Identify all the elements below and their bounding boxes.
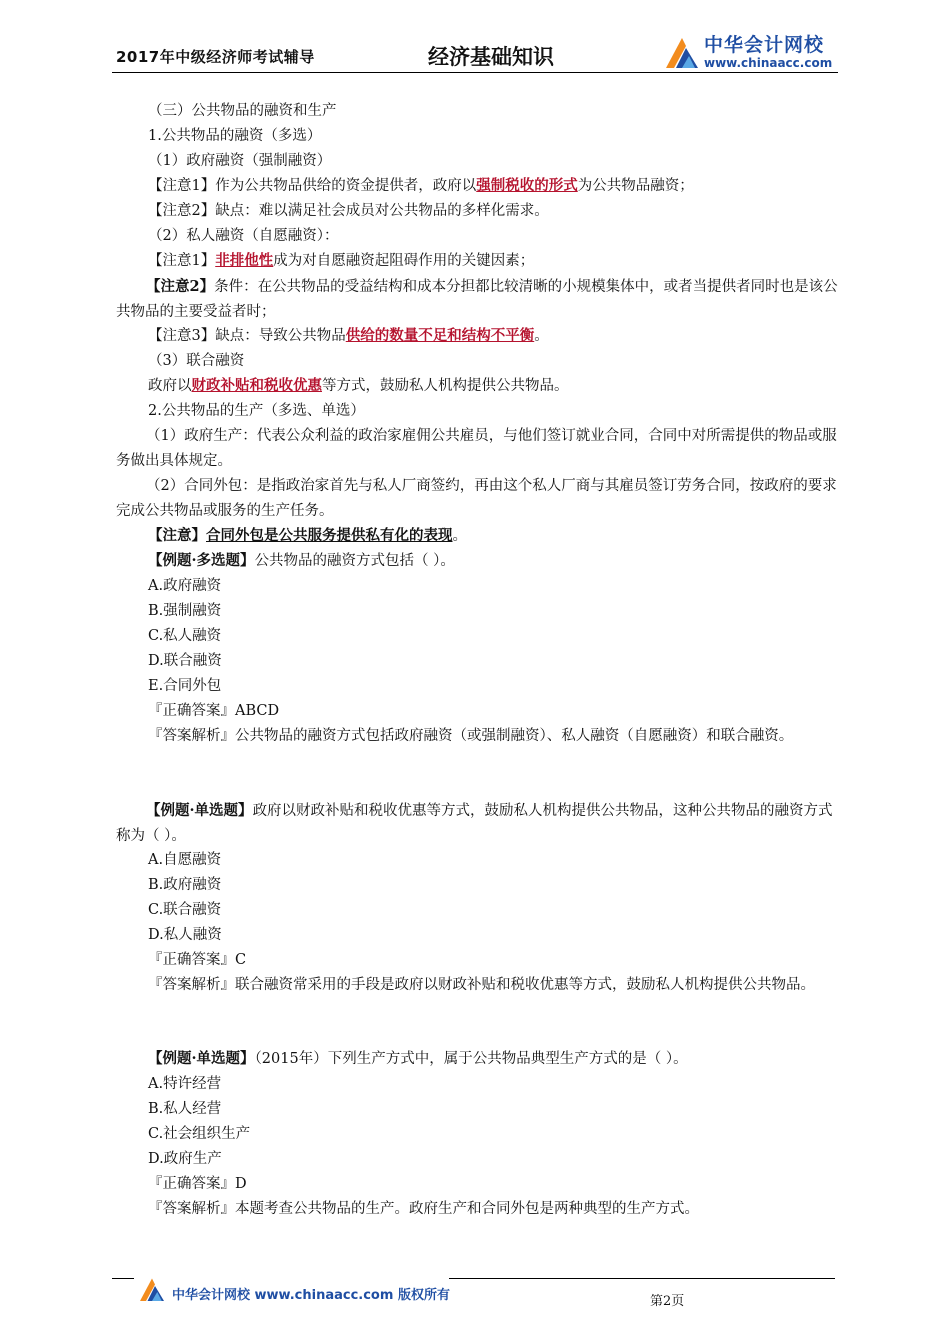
note-line bbox=[148, 527, 467, 545]
option-item: A.政府融资 bbox=[148, 578, 222, 594]
question-type: 【例题·多选题】 bbox=[148, 552, 255, 569]
logo-name: 中华会计网校 bbox=[704, 34, 825, 56]
logo-mark-icon bbox=[662, 32, 702, 72]
note-text: 。 bbox=[452, 528, 467, 544]
answer-analysis: 『答案解析』联合融资常采用的手段是政府以财政补贴和税收优惠等方式，鼓励私人机构提供公共物品。 bbox=[148, 977, 815, 993]
note-line bbox=[148, 177, 694, 195]
note-text: 条件：在公共物品的受益结构和成本分担都比较清晰的小规模集体中，或者当提供者同时也是该公共物品的主要受益者时； bbox=[116, 279, 838, 320]
subsection-heading: 2.公共物品的生产（多选、单选） bbox=[148, 403, 365, 419]
footer-copyright: 中华会计网校 www.chinaacc.com 版权所有 bbox=[172, 1288, 450, 1303]
question-type: 【例题·单选题】 bbox=[146, 802, 253, 819]
option-item: C.联合融资 bbox=[148, 902, 222, 918]
body-paragraph: （2）合同外包：是指政治家首先与私人厂商签约，再由这个私人厂商与其雇员签订劳务合同，按政府的要求完成公共物品或服务的生产任务。 bbox=[116, 478, 837, 519]
option-item: A.自愿融资 bbox=[148, 852, 222, 868]
option-item: B.政府融资 bbox=[148, 877, 222, 893]
question-stem bbox=[148, 1050, 688, 1068]
subsection-heading: 1.公共物品的融资（多选） bbox=[148, 128, 322, 144]
page-footer bbox=[0, 1270, 950, 1330]
footer-divider bbox=[112, 1278, 134, 1279]
note-text: 【注意1】 bbox=[148, 253, 216, 269]
option-item: D.政府生产 bbox=[148, 1151, 222, 1167]
correct-answer: 『正确答案』ABCD bbox=[148, 703, 280, 719]
page-number: 第2页 bbox=[650, 1294, 685, 1309]
answer-analysis: 『答案解析』本题考查公共物品的生产。政府生产和合同外包是两种典型的生产方式。 bbox=[148, 1201, 699, 1217]
option-item: C.私人融资 bbox=[148, 628, 222, 644]
body-text: 政府以 bbox=[148, 378, 192, 394]
item-heading: （1）政府融资（强制融资） bbox=[148, 153, 332, 169]
note-text: 。 bbox=[534, 328, 549, 344]
header-divider bbox=[112, 72, 838, 73]
question-type: 【例题·单选题】 bbox=[148, 1050, 255, 1067]
option-item: B.私人经营 bbox=[148, 1101, 222, 1117]
section-heading: （三）公共物品的融资和生产 bbox=[148, 103, 337, 119]
option-item: D.私人融资 bbox=[148, 927, 222, 943]
question-text: 政府以财政补贴和税收优惠等方式，鼓励私人机构提供公共物品，这种公共物品的融资方式称为（ ）。 bbox=[116, 803, 833, 844]
highlight-text: 财政补贴和税收优惠 bbox=[191, 377, 322, 394]
note-text: 成为对自愿融资起阻碍作用的关键因素； bbox=[273, 253, 535, 269]
option-item: C.社会组织生产 bbox=[148, 1126, 251, 1142]
correct-answer: 『正确答案』D bbox=[148, 1176, 247, 1192]
body-paragraph: （1）政府生产：代表公众利益的政治家雇佣公共雇员，与他们签订就业合同，合同中对所需提供的物品或服务做出具体规定。 bbox=[116, 428, 837, 469]
highlight-text: 非排他性 bbox=[215, 252, 274, 269]
note-paragraph bbox=[116, 274, 838, 325]
underlined-text: 合同外包是公共服务提供私有化的表现 bbox=[206, 527, 453, 544]
note-text: 【注意2】 bbox=[146, 278, 215, 295]
highlight-text: 强制税收的形式 bbox=[476, 177, 578, 194]
chinaacc-logo bbox=[662, 30, 842, 72]
note-text: 【注意3】缺点：导致公共物品 bbox=[148, 328, 346, 344]
note-line bbox=[148, 252, 534, 270]
subject-title: 经济基础知识 bbox=[428, 45, 554, 69]
page-header bbox=[0, 0, 950, 80]
note-line bbox=[148, 327, 549, 345]
exam-series-title: 2017年中级经济师考试辅导 bbox=[116, 48, 315, 66]
answer-analysis: 『答案解析』公共物品的融资方式包括政府融资（或强制融资）、私人融资（自愿融资）和联合融资。 bbox=[148, 728, 794, 744]
note-text: 为公共物品融资； bbox=[577, 178, 694, 194]
question-stem bbox=[116, 798, 838, 849]
note-text: 【注意1】作为公共物品供给的资金提供者，政府以 bbox=[148, 178, 477, 194]
item-heading: （2）私人融资（自愿融资）： bbox=[148, 228, 339, 244]
logo-url: www.chinaacc.com bbox=[704, 56, 833, 70]
footer-logo-icon bbox=[136, 1274, 168, 1304]
option-item: A.特许经营 bbox=[148, 1076, 222, 1092]
correct-answer: 『正确答案』C bbox=[148, 952, 247, 968]
question-text: （2015年）下列生产方式中，属于公共物品典型生产方式的是（ ）。 bbox=[254, 1051, 688, 1067]
highlight-text: 供给的数量不足和结构不平衡 bbox=[345, 327, 535, 344]
option-item: D.联合融资 bbox=[148, 653, 222, 669]
note-text: 【注意】 bbox=[148, 527, 206, 544]
footer-divider bbox=[449, 1278, 835, 1279]
option-item: B.强制融资 bbox=[148, 603, 222, 619]
body-text: 等方式，鼓励私人机构提供公共物品。 bbox=[322, 378, 569, 394]
item-heading: （3）联合融资 bbox=[148, 353, 245, 369]
note-line: 【注意2】缺点：难以满足社会成员对公共物品的多样化需求。 bbox=[148, 203, 549, 219]
option-item: E.合同外包 bbox=[148, 678, 222, 694]
question-text: 公共物品的融资方式包括（ ）。 bbox=[254, 553, 455, 569]
body-line bbox=[148, 377, 569, 395]
question-stem bbox=[148, 552, 455, 570]
